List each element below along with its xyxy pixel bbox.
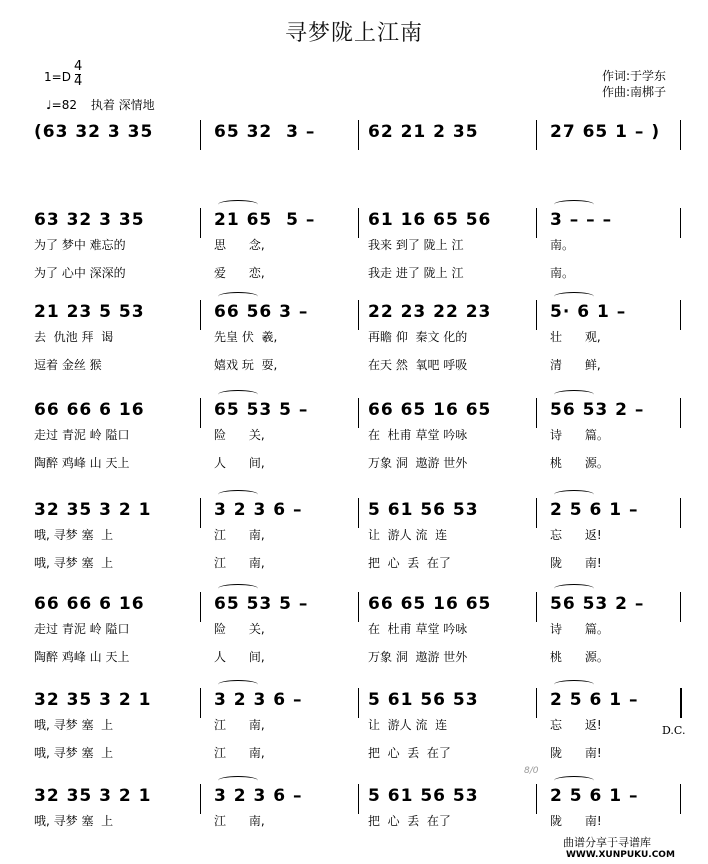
slur-mark bbox=[554, 776, 594, 785]
key-signature: 1=D bbox=[44, 70, 71, 84]
slur-mark bbox=[218, 390, 258, 399]
lyric-text: 我来 到了 陇上 江 bbox=[368, 238, 464, 252]
lyric-text: 我走 进了 陇上 江 bbox=[368, 266, 464, 280]
lyric-text: 让 游人 流 连 bbox=[368, 528, 448, 542]
bar-line bbox=[536, 300, 537, 330]
bar-line bbox=[358, 208, 359, 238]
lyric-text: 再瞻 仰 秦文 化的 bbox=[368, 330, 468, 344]
lyric-text: 江 南, bbox=[214, 814, 265, 828]
slur-mark bbox=[218, 200, 258, 209]
lyric-text: 南。 bbox=[550, 266, 575, 280]
notes-line bbox=[0, 590, 708, 620]
time-signature-bottom: 4 bbox=[74, 74, 83, 89]
lyric-text: 南。 bbox=[550, 238, 575, 252]
measure-notes: 62 21 2 35 bbox=[368, 122, 479, 142]
bar-line bbox=[680, 784, 681, 814]
credits bbox=[602, 68, 666, 100]
lyric-text: 江 南, bbox=[214, 746, 265, 760]
notes-line bbox=[0, 686, 708, 716]
score-row bbox=[0, 590, 708, 662]
lyric-text: 为了 梦中 难忘的 bbox=[34, 238, 126, 252]
measure-notes: 3 2 3 6 – bbox=[214, 786, 303, 806]
measure-notes: 32 35 3 2 1 bbox=[34, 786, 152, 806]
measure-notes: 5 61 56 53 bbox=[368, 500, 479, 520]
lyric-text: 忘 返! bbox=[550, 718, 602, 732]
bar-line bbox=[680, 208, 681, 238]
bar-line bbox=[200, 688, 201, 718]
bar-line bbox=[536, 784, 537, 814]
measure-notes: 56 53 2 – bbox=[550, 594, 645, 614]
measure-notes: 56 53 2 – bbox=[550, 400, 645, 420]
lyric-text: 哦, 寻梦 塞 上 bbox=[34, 746, 114, 760]
lyric-text: 走过 青泥 岭 隘口 bbox=[34, 428, 130, 442]
measure-notes: 2 5 6 1 – bbox=[550, 690, 639, 710]
lyric-text: 桃 源。 bbox=[550, 650, 609, 664]
lyric-text: 思 念, bbox=[214, 238, 265, 252]
lyricist: 作词:于学东 bbox=[601, 69, 666, 83]
lyric-text: 把 心 丢 在了 bbox=[368, 814, 451, 828]
measure-notes: (63 32 3 35 bbox=[34, 122, 154, 142]
bar-line bbox=[680, 300, 681, 330]
slur-mark bbox=[554, 490, 594, 499]
lyric-text: 江 南, bbox=[214, 718, 265, 732]
slur-mark bbox=[218, 584, 258, 593]
lyric-text: 诗 篇。 bbox=[550, 622, 609, 636]
dc-marking: D.C. bbox=[662, 724, 686, 737]
bar-line bbox=[200, 208, 201, 238]
composer: 作曲:南梆子 bbox=[601, 85, 666, 99]
measure-notes: 66 65 16 65 bbox=[368, 594, 492, 614]
slur-mark bbox=[554, 680, 594, 689]
bar-line bbox=[536, 120, 537, 150]
bar-line bbox=[200, 300, 201, 330]
bar-line bbox=[358, 120, 359, 150]
slur-mark bbox=[218, 776, 258, 785]
measure-notes: 3 2 3 6 – bbox=[214, 500, 303, 520]
lyric-text: 忘 返! bbox=[550, 528, 602, 542]
bar-line bbox=[358, 398, 359, 428]
lyric-text: 哦, 寻梦 塞 上 bbox=[34, 528, 114, 542]
measure-notes: 66 56 3 – bbox=[214, 302, 309, 322]
lyric-text: 嬉戏 玩 耍, bbox=[214, 358, 278, 372]
lyric-text: 先皇 伏 羲, bbox=[214, 330, 278, 344]
lyric-text: 走过 青泥 岭 隘口 bbox=[34, 622, 130, 636]
measure-notes: 2 5 6 1 – bbox=[550, 786, 639, 806]
lyric-text: 爱 恋, bbox=[214, 266, 265, 280]
slur-mark bbox=[218, 490, 258, 499]
bar-line bbox=[200, 398, 201, 428]
lyric-text: 在 杜甫 草堂 吟咏 bbox=[368, 428, 468, 442]
bar-line bbox=[358, 688, 359, 718]
measure-notes: 5 61 56 53 bbox=[368, 786, 479, 806]
score-row bbox=[0, 496, 708, 568]
slur-mark bbox=[554, 200, 594, 209]
measure-notes: 65 32 3 – bbox=[214, 122, 316, 142]
watermark-url: WWW.XUNPUKU.COM bbox=[566, 850, 675, 860]
bar-line bbox=[536, 688, 537, 718]
slur-mark bbox=[218, 680, 258, 689]
bar-line bbox=[536, 498, 537, 528]
lyric-text: 哦, 寻梦 塞 上 bbox=[34, 718, 114, 732]
slur-mark bbox=[218, 292, 258, 301]
time-signature-top: 4 bbox=[74, 59, 83, 74]
bar-line bbox=[358, 300, 359, 330]
lyric-text: 哦, 寻梦 塞 上 bbox=[34, 814, 114, 828]
lyric-text: 壮 观, bbox=[550, 330, 601, 344]
notes-line bbox=[0, 496, 708, 526]
lyric-text: 诗 篇。 bbox=[550, 428, 609, 442]
measure-notes: 3 2 3 6 – bbox=[214, 690, 303, 710]
lyric-text: 去 仇池 拜 谒 bbox=[34, 330, 114, 344]
bar-line bbox=[200, 498, 201, 528]
score-row bbox=[0, 118, 708, 190]
measure-notes: 5 61 56 53 bbox=[368, 690, 479, 710]
bar-line bbox=[358, 592, 359, 622]
measure-notes: 63 32 3 35 bbox=[34, 210, 145, 230]
notes-line bbox=[0, 298, 708, 328]
measure-notes: 27 65 1 – ) bbox=[550, 122, 661, 142]
measure-notes: 66 66 6 16 bbox=[34, 400, 145, 420]
tempo-value: ♩=82 bbox=[46, 98, 77, 112]
tempo-marking bbox=[46, 96, 155, 113]
lyric-text: 陶醉 鸡峰 山 天上 bbox=[34, 456, 130, 470]
page-mark: 8/0 bbox=[524, 766, 539, 776]
measure-notes: 21 65 5 – bbox=[214, 210, 316, 230]
watermark-text: 曲谱分享于寻谱库 bbox=[563, 836, 651, 849]
lyric-text: 人 间, bbox=[214, 650, 265, 664]
slur-mark bbox=[554, 390, 594, 399]
lyric-text: 清 鲜, bbox=[550, 358, 601, 372]
lyric-text: 人 间, bbox=[214, 456, 265, 470]
lyric-text: 陇 南! bbox=[550, 556, 602, 570]
bar-line bbox=[200, 784, 201, 814]
bar-line bbox=[200, 592, 201, 622]
measure-notes: 2 5 6 1 – bbox=[550, 500, 639, 520]
notes-line bbox=[0, 396, 708, 426]
lyric-text: 万象 洞 遨游 世外 bbox=[368, 456, 468, 470]
measure-notes: 32 35 3 2 1 bbox=[34, 500, 152, 520]
score-title: 寻梦陇上江南 bbox=[284, 21, 423, 46]
measure-notes: 5· 6 1 – bbox=[550, 302, 627, 322]
measure-notes: 66 65 16 65 bbox=[368, 400, 492, 420]
bar-line bbox=[680, 398, 681, 428]
measure-notes: 32 35 3 2 1 bbox=[34, 690, 152, 710]
lyric-text: 江 南, bbox=[214, 528, 265, 542]
score-row bbox=[0, 298, 708, 370]
lyric-text: 陇 南! bbox=[550, 746, 602, 760]
measure-notes: 21 23 5 53 bbox=[34, 302, 145, 322]
lyric-text: 让 游人 流 连 bbox=[368, 718, 448, 732]
measure-notes: 65 53 5 – bbox=[214, 594, 309, 614]
lyric-text: 险 关, bbox=[214, 428, 265, 442]
bar-line bbox=[680, 498, 681, 528]
lyric-text: 逗着 金丝 猴 bbox=[34, 358, 102, 372]
lyric-text: 在天 然 氧吧 呼吸 bbox=[368, 358, 468, 372]
lyric-text: 把 心 丢 在了 bbox=[368, 556, 451, 570]
slur-mark bbox=[554, 584, 594, 593]
measure-notes: 65 53 5 – bbox=[214, 400, 309, 420]
lyric-text: 为了 心中 深深的 bbox=[34, 266, 126, 280]
bar-line bbox=[200, 120, 201, 150]
notes-line bbox=[0, 118, 708, 148]
notes-line bbox=[0, 206, 708, 236]
slur-mark bbox=[554, 292, 594, 301]
score-row bbox=[0, 206, 708, 278]
score-row bbox=[0, 396, 708, 468]
measure-notes: 61 16 65 56 bbox=[368, 210, 492, 230]
lyric-text: 把 心 丢 在了 bbox=[368, 746, 451, 760]
notes-line bbox=[0, 782, 708, 812]
lyric-text: 险 关, bbox=[214, 622, 265, 636]
lyric-text: 万象 洞 遨游 世外 bbox=[368, 650, 468, 664]
bar-line bbox=[358, 498, 359, 528]
bar-line bbox=[680, 688, 682, 718]
lyric-text: 在 杜甫 草堂 吟咏 bbox=[368, 622, 468, 636]
measure-notes: 3 – – – bbox=[550, 210, 613, 230]
bar-line bbox=[536, 398, 537, 428]
measure-notes: 22 23 22 23 bbox=[368, 302, 492, 322]
bar-line bbox=[536, 592, 537, 622]
lyric-text: 哦, 寻梦 塞 上 bbox=[34, 556, 114, 570]
bar-line bbox=[680, 592, 681, 622]
bar-line bbox=[536, 208, 537, 238]
lyric-text: 桃 源。 bbox=[550, 456, 609, 470]
expression-marking: 执着 深情地 bbox=[90, 98, 155, 112]
bar-line bbox=[680, 120, 681, 150]
measure-notes: 66 66 6 16 bbox=[34, 594, 145, 614]
lyric-text: 陶醉 鸡峰 山 天上 bbox=[34, 650, 130, 664]
lyric-text: 陇 南! bbox=[550, 814, 602, 828]
lyric-text: 江 南, bbox=[214, 556, 265, 570]
bar-line bbox=[358, 784, 359, 814]
time-signature bbox=[74, 60, 82, 89]
score-row bbox=[0, 686, 708, 758]
